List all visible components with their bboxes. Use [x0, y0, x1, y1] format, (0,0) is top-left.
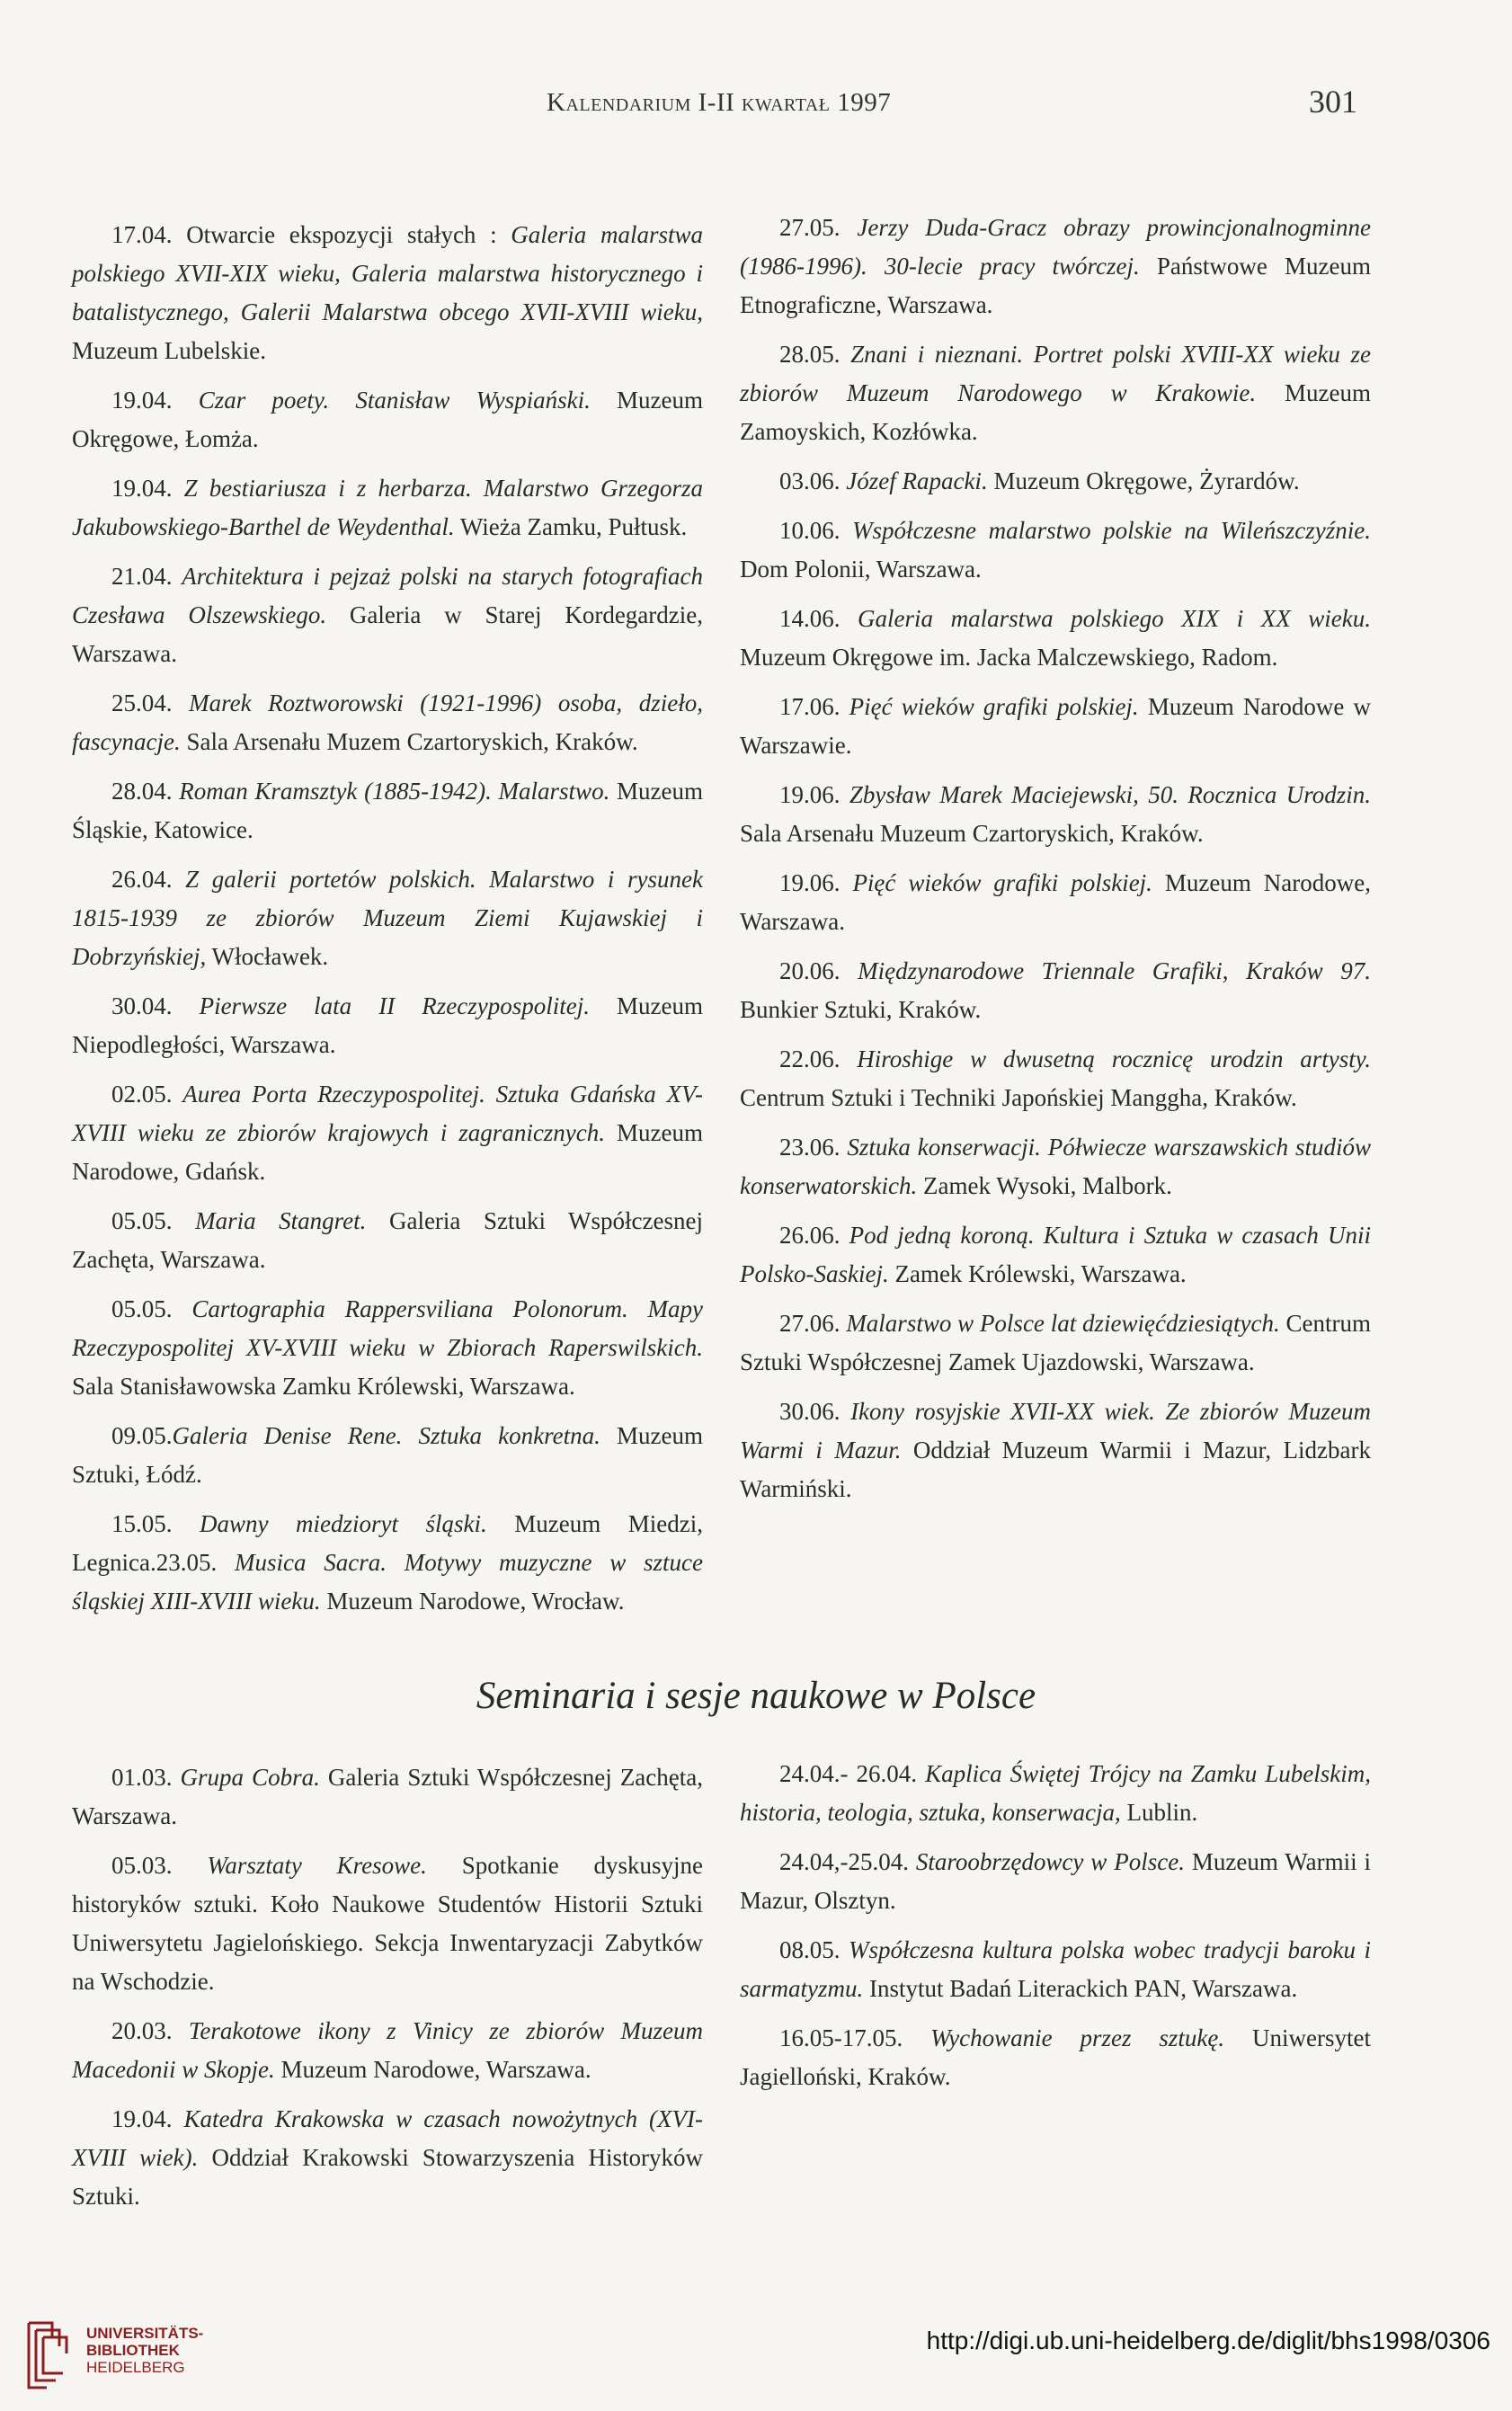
entry-title: Jerzy Duda-Gracz obrazy prowincjonalnogminne (1986-1996). 30-lecie pracy twórczej. [740, 214, 1371, 280]
entry-title: Galeria malarstwa polskiego XVII-XIX wieku, Galeria malarstwa historycznego i batalistycznego, Galerii Malarstwa obcego XVII-XVIII wieku, [72, 221, 703, 325]
page-header [0, 84, 1512, 133]
calendar-entry [72, 2100, 703, 2216]
entry-rest: Bunkier Sztuki, Kraków. [740, 996, 982, 1023]
entry-date: 02.05. [111, 1081, 183, 1108]
entry-title: Z bestiariusza i z herbarza. Malarstwo Grzegorza Jakubowskiego-Barthel de Weydenthal. [72, 475, 704, 540]
calendar-entry [72, 1290, 703, 1406]
library-name-line-1: UNIVERSITÄTS- [86, 2325, 204, 2342]
entry-title: Sztuka konserwacji. Półwiecze warszawskich studiów konserwatorskich. [740, 1134, 1371, 1199]
entry-date: 09.05. [111, 1422, 173, 1449]
entry-title: Galeria malarstwa polskiego XIX i XX wieku. [858, 605, 1372, 632]
entry-rest: Państwowe Muzeum Etnograficzne, Warszawa. [740, 253, 1372, 318]
entry-date: 17.06. [779, 693, 849, 720]
entry-rest: Muzeum Niepodległości, Warszawa. [72, 992, 704, 1058]
entry-title: Pod jedną koroną. Kultura i Sztuka w czasach Unii Polsko-Saskiej. [740, 1222, 1371, 1287]
library-logo-icon [16, 2310, 77, 2400]
entry-rest: Lublin. [1120, 1799, 1198, 1826]
exhibitions-right-column [740, 209, 1371, 1519]
entry-date: 19.04. [111, 387, 199, 414]
entry-rest: Muzeum Narodowe, Warszawa. [274, 2056, 591, 2083]
calendar-entry [72, 557, 703, 673]
entry-title: Terakotowe ikony z Vinicy ze zbiorów Muzeum Macedonii w Skopje. [72, 2017, 703, 2083]
entry-title: Współczesne malarstwo polskie na Wileńszczyźnie. [852, 517, 1371, 544]
entry-rest: Muzeum Narodowe, Wrocław. [320, 1588, 625, 1615]
section-heading: Seminaria i sesje naukowe w Polsce [476, 1675, 1036, 1717]
calendar-entry [740, 1040, 1371, 1117]
calendar-entry [740, 462, 1371, 501]
entry-rest: Sala Arsenału Muzem Czartoryskich, Kraków. [180, 728, 638, 755]
entry-rest: Muzeum Sztuki, Łódź. [72, 1422, 703, 1488]
entry-rest: Uniwersytet Jagielloński, Kraków. [740, 2024, 1371, 2090]
entry-rest: Muzeum Lubelskie. [72, 337, 266, 364]
entry-date: 27.06. [779, 1310, 847, 1337]
entry-rest: Sala Arsenału Muzeum Czartoryskich, Kraków. [740, 820, 1204, 847]
library-name [86, 2325, 203, 2376]
entry-date: 05.03. [111, 1852, 208, 1879]
entry-rest: Centrum Sztuki i Techniki Japońskiej Manggha, Kraków. [740, 1084, 1297, 1111]
calendar-entry [72, 1758, 703, 1836]
entry-title: Malarstwo w Polsce lat dziewięćdziesiątych. [846, 1310, 1280, 1337]
entry-rest: Muzeum Śląskie, Katowice. [72, 778, 704, 843]
entry-date: 24.04,-25.04. [779, 1848, 916, 1875]
entry-title: Katedra Krakowska w czasach nowożytnych (XVI-XVIII wiek). [72, 2105, 704, 2171]
calendar-entry [72, 860, 703, 976]
entry-title: Wychowanie przez sztukę. [930, 2024, 1225, 2051]
calendar-entry [740, 1931, 1371, 2008]
entry-date: 01.03. [111, 1764, 181, 1791]
calendar-entry [72, 1202, 703, 1279]
entry-date: 08.05. [779, 1936, 849, 1963]
source-url[interactable]: http://digi.ub.uni-heidelberg.de/diglit/bhs1998/0306 [926, 2326, 1490, 2354]
entry-date: 20.06. [779, 957, 858, 984]
entry-date: 19.04. [111, 475, 184, 502]
calendar-entry [740, 864, 1371, 941]
calendar-entry [72, 1846, 703, 2001]
entry-title: Zbysław Marek Maciejewski, 50. Rocznica Urodzin. [849, 781, 1371, 808]
entry-rest: Włocławek. [206, 943, 329, 970]
calendar-entry [740, 952, 1371, 1029]
calendar-entry [740, 335, 1371, 451]
entry-title: Dawny miedzioryt śląski. [200, 1510, 487, 1537]
entry-rest: Muzeum Zamoyskich, Kozłówka. [740, 379, 1371, 445]
calendar-entry [740, 209, 1371, 325]
entry-date: 19.04. [111, 2105, 184, 2132]
entry-title: Roman Kramsztyk (1885-1942). Malarstwo. [179, 778, 610, 805]
seminars-right-column [740, 1755, 1371, 2107]
entry-date: 22.06. [779, 1045, 858, 1072]
calendar-entry [740, 512, 1371, 589]
page-number: 301 [1309, 84, 1357, 120]
entry-title: Pięć wieków grafiki polskiej. [852, 869, 1152, 896]
entry-rest: Muzeum Okręgowe im. Jacka Malczewskiego, Radom. [740, 644, 1278, 671]
entry-title: Musica Sacra. Motywy muzyczne w sztuce śląskiej XIII-XVIII wieku. [72, 1549, 704, 1615]
entry-title: Aurea Porta Rzeczypospolitej. Sztuka Gdańska XV-XVIII wieku ze zbiorów krajowych i zagranicznych. [72, 1081, 703, 1146]
entry-date: 10.06. [779, 517, 853, 544]
entry-title: Ikony rosyjskie XVII-XX wiek. Ze zbiorów Muzeum Warmi i Mazur. [740, 1398, 1371, 1464]
entry-title: Międzynarodowe Triennale Grafiki, Kraków 97. [858, 957, 1371, 984]
entry-date: 30.04. [111, 992, 200, 1019]
entry-rest: Zamek Królewski, Warszawa. [888, 1260, 1187, 1287]
running-title: Kalendarium I-II kwartał 1997 [547, 88, 892, 117]
library-name-line-2: BIBLIOTHEK [86, 2342, 180, 2359]
entry-date: 19.06. [779, 869, 853, 896]
entry-date: 16.05-17.05. [779, 2024, 931, 2051]
calendar-entry [72, 1505, 703, 1621]
calendar-entry [740, 1392, 1371, 1508]
entry-title: Cartographia Rappersviliana Polonorum. Mapy Rzeczypospolitej XV-XVIII wieku w Zbiorach Raperswilskich. [72, 1295, 704, 1361]
library-name-line-3: HEIDELBERG [86, 2359, 185, 2376]
entry-rest: Galeria w Starej Kordegardzie, Warszawa. [72, 601, 703, 667]
entry-date: 28.05. [779, 341, 851, 368]
entry-rest: Muzeum Narodowe, Gdańsk. [72, 1119, 703, 1185]
entry-title: Pięć wieków grafiki polskiej. [849, 693, 1139, 720]
entry-rest: Dom Polonii, Warszawa. [740, 556, 982, 583]
calendar-entry [740, 1304, 1371, 1382]
entry-title: Architektura i pejzaż polski na starych fotografiach Czesława Olszewskiego. [72, 563, 703, 628]
entry-title: Staroobrzędowcy w Polsce. [915, 1848, 1185, 1875]
entry-title: Marek Roztworowski (1921-1996) osoba, dzieło, fascynacje. [72, 689, 703, 755]
entry-title: Pierwsze lata II Rzeczypospolitej. [199, 992, 590, 1019]
calendar-entry [740, 1216, 1371, 1294]
entry-rest: Oddział Krakowski Stowarzyszenia Historyków Sztuki. [72, 2144, 703, 2210]
calendar-entry [72, 381, 703, 458]
calendar-entry [72, 1075, 703, 1191]
entry-date: 03.06. [779, 467, 847, 494]
entry-date: 05.05. [111, 1295, 192, 1322]
entry-title: Galeria Denise Rene. Sztuka konkretna. [172, 1422, 600, 1449]
calendar-entry [740, 600, 1371, 677]
entry-date: 27.05. [779, 214, 858, 241]
entry-rest: Instytut Badań Literackich PAN, Warszawa. [863, 1975, 1298, 2002]
entry-title: Maria Stangret. [195, 1207, 367, 1234]
entry-date: 24.04.- 26.04. [779, 1760, 926, 1787]
entry-rest: Muzeum Okręgowe, Łomża. [72, 387, 704, 452]
entry-title: Znani i nieznani. Portret polski XVIII-XX wieku ze zbiorów Muzeum Narodowego w Krakowie. [740, 341, 1372, 406]
entry-rest: Muzeum Narodowe w Warszawie. [740, 693, 1371, 759]
page-footer [0, 2301, 1512, 2411]
calendar-entry [740, 1755, 1371, 1832]
entry-rest: Galeria Sztuki Współczesnej Zachęta, Warszawa. [72, 1764, 703, 1829]
entry-date: 14.06. [779, 605, 858, 632]
entry-rest: Centrum Sztuki Współczesnej Zamek Ujazdowski, Warszawa. [740, 1310, 1371, 1375]
entry-date: 21.04. [111, 563, 182, 590]
entry-date: 30.06. [779, 1398, 851, 1425]
seminars-left-column [72, 1758, 703, 2227]
entry-title: Warsztaty Kresowe. [207, 1852, 427, 1879]
entry-title: Kaplica Świętej Trójcy na Zamku Lubelskim, historia, teologia, sztuka, konserwacja, [740, 1760, 1371, 1826]
calendar-entry [740, 1128, 1371, 1206]
entry-date: 26.04. [111, 866, 186, 893]
calendar-entry [740, 2019, 1371, 2096]
calendar-entry [72, 2012, 703, 2089]
entry-date: 25.04. [111, 689, 190, 716]
entry-title: Hiroshige w dwusetną rocznicę urodzin artysty. [857, 1045, 1372, 1072]
calendar-entry [740, 1843, 1371, 1920]
calendar-entry [72, 684, 703, 761]
entry-rest: Muzeum Okręgowe, Żyrardów. [987, 467, 1300, 494]
exhibitions-left-column [72, 216, 703, 1632]
entry-rest: Wieża Zamku, Pułtusk. [454, 513, 688, 540]
calendar-entry [72, 469, 703, 547]
entry-rest: Galeria Sztuki Współczesnej Zachęta, Warszawa. [72, 1207, 703, 1273]
calendar-entry [72, 1417, 703, 1494]
entry-date: 05.05. [111, 1207, 196, 1234]
calendar-entry [740, 688, 1371, 765]
calendar-entry [72, 987, 703, 1064]
calendar-entry [72, 216, 703, 370]
entry-rest: Zamek Wysoki, Malbork. [917, 1172, 1172, 1199]
entry-rest: Spotkanie dyskusyjne historyków sztuki. Koło Naukowe Studentów Historii Sztuki Uniwersytetu Jagielońskiego. Sekcja Inwentaryzacji Zabytków na Wschodzie. [72, 1852, 703, 1995]
entry-rest: Muzeum Warmii i Mazur, Olsztyn. [740, 1848, 1371, 1914]
calendar-entry [740, 776, 1371, 853]
entry-date: 23.06. [779, 1134, 848, 1161]
entry-title: Czar poety. Stanisław Wyspiański. [198, 387, 591, 414]
entry-date: 28.04. [111, 778, 180, 805]
entry-title: Józef Rapacki. [846, 467, 988, 494]
entry-title: Współczesna kultura polska wobec tradycji baroku i sarmatyzmu. [740, 1936, 1371, 2002]
entry-date: 15.05. [111, 1510, 200, 1537]
entry-title: Z galerii portetów polskich. Malarstwo i rysunek 1815-1939 ze zbiorów Muzeum Ziemi Kujawskiej i Dobrzyńskiej, [72, 866, 703, 970]
entry-title: Grupa Cobra. [180, 1764, 320, 1791]
entry-date: 19.06. [779, 781, 849, 808]
calendar-entry [72, 772, 703, 850]
entry-date: 26.06. [779, 1222, 849, 1249]
entry-pre: Otwarcie ekspozycji stałych : [186, 221, 511, 248]
entry-date: 20.03. [111, 2017, 189, 2044]
entry-date: 17.04. [111, 221, 187, 248]
entry-rest: Muzeum Narodowe, Warszawa. [740, 869, 1371, 935]
entry-rest: Muzeum Miedzi, Legnica.23.05. [72, 1510, 703, 1576]
entry-rest: Oddział Muzeum Warmii i Mazur, Lidzbark Warmiński. [740, 1437, 1371, 1502]
entry-rest: Sala Stanisławowska Zamku Królewski, Warszawa. [72, 1373, 575, 1400]
